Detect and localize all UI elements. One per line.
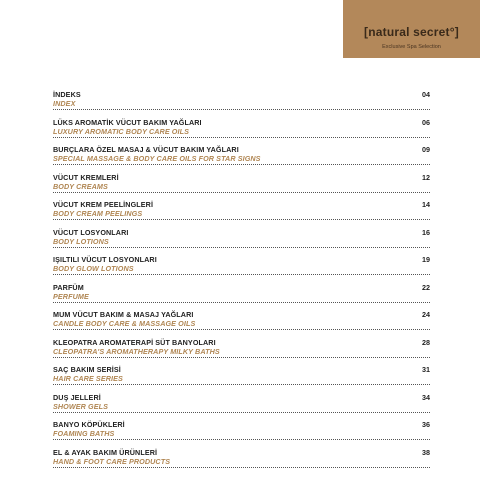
toc-entry[interactable] <box>53 393 430 421</box>
toc-entry-leader-line <box>53 182 430 193</box>
toc-entry[interactable] <box>53 228 430 256</box>
toc-entry-page-number: 09 <box>422 145 430 154</box>
toc-entry-title: VÜCUT KREM PEELİNGLERİ <box>53 200 154 209</box>
toc-entry-page-number: 06 <box>422 117 430 127</box>
toc-entry[interactable] <box>53 338 430 366</box>
toc-entry-title: BURÇLARA ÖZEL MASAJ & VÜCUT BAKIM YAĞLARI <box>53 145 239 154</box>
toc-entry-page-number: 04 <box>422 90 430 99</box>
toc-entry-leader-line <box>53 209 430 220</box>
toc-entry[interactable] <box>53 448 430 476</box>
toc-entry-leader-line <box>53 127 430 138</box>
toc-entry-subtitle: BODY LOTIONS <box>53 236 109 246</box>
toc-entry[interactable] <box>53 90 430 118</box>
toc-entry-page-number: 28 <box>422 337 430 347</box>
toc-entry[interactable] <box>53 118 430 146</box>
toc-entry[interactable] <box>53 200 430 228</box>
table-of-contents <box>53 90 430 475</box>
toc-entry-title: BANYO KÖPÜKLERİ <box>53 420 125 429</box>
toc-entry-page-number: 14 <box>422 200 430 209</box>
toc-entry-title: PARFÜM <box>53 282 84 292</box>
toc-entry-subtitle: SHOWER GELS <box>53 401 109 411</box>
toc-entry-page-number: 22 <box>422 282 430 292</box>
toc-entry-title: SAÇ BAKIM SERİSİ <box>53 365 121 374</box>
toc-entry[interactable] <box>53 420 430 448</box>
toc-entry-title: VÜCUT LOSYONLARI <box>53 227 129 237</box>
toc-entry-subtitle: BODY GLOW LOTIONS <box>53 264 134 273</box>
toc-entry-title: İNDEKS <box>53 90 81 99</box>
toc-entry-page-number: 24 <box>422 310 430 319</box>
toc-entry-title: VÜCUT KREMLERİ <box>53 172 119 182</box>
toc-entry-subtitle: SPECIAL MASSAGE & BODY CARE OILS FOR STAR SIGNS <box>53 154 261 163</box>
toc-entry[interactable] <box>53 365 430 393</box>
toc-entry-page-number: 12 <box>422 172 430 182</box>
toc-entry-leader-line <box>53 347 430 358</box>
toc-entry-page-number: 36 <box>422 420 430 429</box>
toc-entry-subtitle: FOAMING BATHS <box>53 429 115 438</box>
toc-entry-subtitle: INDEX <box>53 99 76 108</box>
toc-entry[interactable] <box>53 255 430 283</box>
toc-entry-subtitle: BODY CREAM PEELINGS <box>53 209 143 218</box>
toc-entry-subtitle: LUXURY AROMATIC BODY CARE OILS <box>53 126 189 136</box>
toc-entry-subtitle: HAND & FOOT CARE PRODUCTS <box>53 456 171 466</box>
toc-entry-page-number: 16 <box>422 227 430 237</box>
toc-entry-title: LÜKS AROMATİK VÜCUT BAKIM YAĞLARI <box>53 117 202 127</box>
brand-logo-box <box>343 0 480 58</box>
toc-entry[interactable] <box>53 173 430 201</box>
toc-entry-leader-line <box>53 457 430 468</box>
toc-entry-leader-line <box>53 99 430 110</box>
brand-name: [natural secret°] <box>364 25 459 39</box>
toc-entry-subtitle: CLEOPATRA'S AROMATHERAPY MILKY BATHS <box>53 346 220 356</box>
toc-entry-leader-line <box>53 319 430 330</box>
toc-entry-title: MUM VÜCUT BAKIM & MASAJ YAĞLARI <box>53 310 194 319</box>
brand-subtitle: Exclusive Spa Selection <box>382 44 441 50</box>
toc-entry-page-number: 34 <box>422 392 430 402</box>
toc-entry-title: KLEOPATRA AROMATERAPİ SÜT BANYOLARI <box>53 337 216 347</box>
toc-entry-title: EL & AYAK BAKIM ÜRÜNLERİ <box>53 447 158 457</box>
toc-entry-page-number: 31 <box>422 365 430 374</box>
toc-entry-subtitle: BODY CREAMS <box>53 181 108 191</box>
toc-entry-page-number: 38 <box>422 447 430 457</box>
toc-entry-leader-line <box>53 264 430 275</box>
toc-entry-leader-line <box>53 374 430 385</box>
toc-entry[interactable] <box>53 145 430 173</box>
toc-entry[interactable] <box>53 283 430 311</box>
toc-entry[interactable] <box>53 310 430 338</box>
toc-entry-page-number: 19 <box>422 255 430 264</box>
toc-entry-subtitle: CANDLE BODY CARE & MASSAGE OILS <box>53 319 196 328</box>
toc-entry-subtitle: HAIR CARE SERIES <box>53 374 123 383</box>
toc-entry-subtitle: PERFUME <box>53 291 89 301</box>
toc-entry-title: DUŞ JELLERİ <box>53 392 101 402</box>
toc-entry-leader-line <box>53 429 430 440</box>
toc-entry-leader-line <box>53 292 430 303</box>
toc-entry-leader-line <box>53 154 430 165</box>
toc-entry-leader-line <box>53 237 430 248</box>
toc-entry-title: IŞILTILI VÜCUT LOSYONLARI <box>53 255 157 264</box>
toc-entry-leader-line <box>53 402 430 413</box>
